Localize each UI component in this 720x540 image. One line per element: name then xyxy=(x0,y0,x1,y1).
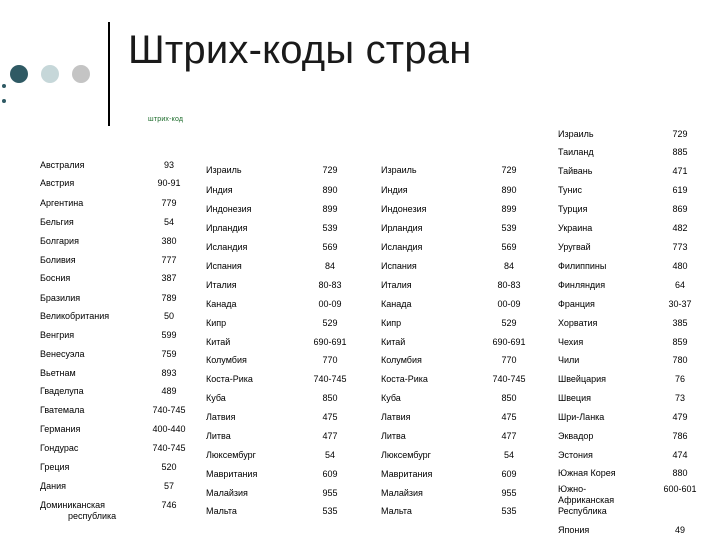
page-title: Штрих-коды стран xyxy=(128,28,472,72)
country-name: Австрия xyxy=(40,178,75,188)
dot-small-icon xyxy=(2,84,6,88)
barcode-prefix: 482 xyxy=(672,223,688,233)
country-name: Болгария xyxy=(40,236,79,246)
country-name: Малайзия xyxy=(381,488,423,498)
barcode-prefix: 850 xyxy=(322,393,338,403)
country-name: Греция xyxy=(40,462,70,472)
dot-light-icon xyxy=(41,65,59,83)
barcode-prefix: 477 xyxy=(322,431,338,441)
barcode-prefix: 474 xyxy=(672,450,688,460)
country-name: Колумбия xyxy=(206,355,247,365)
country-name: Канада xyxy=(381,299,412,309)
barcode-prefix: 740-745 xyxy=(492,374,526,384)
country-name: Дания xyxy=(40,481,66,491)
country-name: Филиппины xyxy=(558,261,607,271)
barcode-prefix: 779 xyxy=(161,198,177,208)
barcode-prefix: 786 xyxy=(672,431,688,441)
country-name: Финляндия xyxy=(558,280,606,290)
barcode-prefix: 475 xyxy=(501,412,517,422)
country-name: Коста-Рика xyxy=(381,374,428,384)
barcode-prefix: 00-09 xyxy=(318,299,342,309)
barcode-prefix: 890 xyxy=(501,185,517,195)
barcode-prefix: 890 xyxy=(322,185,338,195)
barcode-prefix: 746 xyxy=(161,500,177,510)
country-name: Кипр xyxy=(381,318,402,328)
country-name: Тунис xyxy=(558,185,582,195)
barcode-prefix: 759 xyxy=(161,349,177,359)
country-name: Испания xyxy=(381,261,417,271)
country-name: Великобритания xyxy=(40,311,110,321)
barcode-prefix: 30-37 xyxy=(668,299,692,309)
country-name: Таиланд xyxy=(558,147,594,157)
country-name: Шри-Ланка xyxy=(558,412,605,422)
country-name: Гваделупа xyxy=(40,386,84,396)
country-name: Куба xyxy=(206,393,226,403)
country-name: Уругвай xyxy=(558,242,591,252)
country-name: Мавритания xyxy=(381,469,433,479)
barcode-prefix: 80-83 xyxy=(318,280,342,290)
barcode-prefix: 899 xyxy=(322,204,338,214)
barcode-prefix: 770 xyxy=(501,355,517,365)
country-name: Венгрия xyxy=(40,330,75,340)
country-name: Эквадор xyxy=(558,431,594,441)
barcode-prefix: 619 xyxy=(672,185,688,195)
country-name: Индия xyxy=(206,185,233,195)
barcode-prefix: 76 xyxy=(674,374,686,384)
barcode-prefix: 539 xyxy=(501,223,517,233)
barcode-prefix: 569 xyxy=(322,242,338,252)
barcode-prefix: 780 xyxy=(672,355,688,365)
barcode-prefix: 859 xyxy=(672,337,688,347)
barcode-prefix: 600-601 xyxy=(663,484,697,494)
barcode-prefix: 475 xyxy=(322,412,338,422)
country-name: Литва xyxy=(206,431,231,441)
country-name: Гватемала xyxy=(40,405,85,415)
barcode-prefix: 479 xyxy=(672,412,688,422)
barcode-prefix: 850 xyxy=(501,393,517,403)
barcode-prefix: 740-745 xyxy=(152,405,186,415)
barcode-prefix: 599 xyxy=(161,330,177,340)
country-name: Коста-Рика xyxy=(206,374,253,384)
country-name: Хорватия xyxy=(558,318,598,328)
country-name: Мальта xyxy=(206,506,237,516)
barcode-prefix: 73 xyxy=(674,393,686,403)
barcode-prefix: 740-745 xyxy=(152,443,186,453)
country-name: Китай xyxy=(206,337,231,347)
country-name: Швейцария xyxy=(558,374,607,384)
barcode-prefix: 529 xyxy=(322,318,338,328)
country-name: Индонезия xyxy=(381,204,427,214)
country-name: Люксембург xyxy=(206,450,256,460)
barcode-prefix: 899 xyxy=(501,204,517,214)
barcode-prefix: 770 xyxy=(322,355,338,365)
country-name: Украина xyxy=(558,223,593,233)
country-name: Куба xyxy=(381,393,401,403)
barcode-prefix: 539 xyxy=(322,223,338,233)
dot-small-icon xyxy=(2,99,6,103)
barcode-prefix: 729 xyxy=(501,165,517,175)
country-name: Индонезия xyxy=(206,204,252,214)
barcode-prefix: 64 xyxy=(674,280,686,290)
country-name: Люксембург xyxy=(381,450,431,460)
barcode-prefix: 84 xyxy=(324,261,336,271)
barcode-prefix: 729 xyxy=(672,129,688,139)
country-name: Индия xyxy=(381,185,408,195)
country-name: Южно- Африканская Республика xyxy=(558,484,615,516)
barcode-prefix: 740-745 xyxy=(313,374,347,384)
barcode-prefix: 54 xyxy=(503,450,515,460)
barcode-prefix: 00-09 xyxy=(497,299,521,309)
barcode-prefix: 529 xyxy=(501,318,517,328)
country-name: Израиль xyxy=(381,165,417,175)
country-name: Израиль xyxy=(206,165,242,175)
country-name: Малайзия xyxy=(206,488,248,498)
barcode-prefix: 50 xyxy=(163,311,175,321)
barcode-prefix: 690-691 xyxy=(313,337,347,347)
country-name: Эстония xyxy=(558,450,593,460)
barcode-prefix: 80-83 xyxy=(497,280,521,290)
country-name: Франция xyxy=(558,299,595,309)
barcode-prefix: 489 xyxy=(161,386,177,396)
barcode-prefix: 777 xyxy=(161,255,177,265)
country-name: Исландия xyxy=(206,242,248,252)
barcode-prefix: 893 xyxy=(161,368,177,378)
barcode-prefix: 57 xyxy=(163,481,175,491)
country-name: Израиль xyxy=(558,129,594,139)
barcode-prefix: 480 xyxy=(672,261,688,271)
barcode-prefix: 885 xyxy=(672,147,688,157)
country-name: Литва xyxy=(381,431,406,441)
barcode-prefix: 54 xyxy=(163,217,175,227)
barcode-prefix: 955 xyxy=(501,488,517,498)
barcode-prefix: 789 xyxy=(161,293,177,303)
barcode-prefix: 609 xyxy=(501,469,517,479)
barcode-prefix: 49 xyxy=(674,525,686,535)
country-name: Австралия xyxy=(40,160,85,170)
country-name: Бельгия xyxy=(40,217,74,227)
barcode-prefix: 609 xyxy=(322,469,338,479)
country-name: Испания xyxy=(206,261,242,271)
barcode-prefix: 880 xyxy=(672,468,688,478)
barcode-prefix: 84 xyxy=(503,261,515,271)
country-name: Италия xyxy=(206,280,237,290)
barcode-prefix: 729 xyxy=(322,165,338,175)
barcode-prefix: 535 xyxy=(322,506,338,516)
barcode-prefix: 869 xyxy=(672,204,688,214)
barcode-prefix: 385 xyxy=(672,318,688,328)
country-name: Латвия xyxy=(206,412,236,422)
country-name: Исландия xyxy=(381,242,423,252)
country-name: Ирландия xyxy=(381,223,423,233)
column-caption: штрих-код xyxy=(148,116,184,123)
country-name: Тайвань xyxy=(558,166,593,176)
country-name: Чехия xyxy=(558,337,584,347)
country-name: Аргентина xyxy=(40,198,84,208)
country-name: Ирландия xyxy=(206,223,248,233)
barcode-prefix: 54 xyxy=(324,450,336,460)
title-divider xyxy=(108,22,110,126)
country-name: Германия xyxy=(40,424,81,434)
barcode-prefix: 690-691 xyxy=(492,337,526,347)
dot-dark-icon xyxy=(10,65,28,83)
country-name: Китай xyxy=(381,337,406,347)
dot-gray-icon xyxy=(72,65,90,83)
country-name: Мальта xyxy=(381,506,412,516)
country-name: Южная Корея xyxy=(558,468,616,478)
country-name: Швеция xyxy=(558,393,591,403)
country-name: Япония xyxy=(558,525,590,535)
country-name: Гондурас xyxy=(40,443,79,453)
country-name: Босния xyxy=(40,273,71,283)
country-name: Кипр xyxy=(206,318,227,328)
barcode-prefix: 477 xyxy=(501,431,517,441)
country-name: Вьетнам xyxy=(40,368,76,378)
country-name: Доминиканская республика xyxy=(40,500,117,521)
barcode-prefix: 93 xyxy=(163,160,175,170)
barcode-prefix: 955 xyxy=(322,488,338,498)
barcode-prefix: 387 xyxy=(161,273,177,283)
barcode-prefix: 569 xyxy=(501,242,517,252)
country-name: Чили xyxy=(558,355,580,365)
country-name: Колумбия xyxy=(381,355,422,365)
country-name: Венесуэла xyxy=(40,349,85,359)
country-name: Турция xyxy=(558,204,588,214)
barcode-prefix: 380 xyxy=(161,236,177,246)
country-name: Бразилия xyxy=(40,293,81,303)
country-name: Канада xyxy=(206,299,237,309)
country-name: Латвия xyxy=(381,412,411,422)
country-name: Мавритания xyxy=(206,469,258,479)
barcode-prefix: 535 xyxy=(501,506,517,516)
country-name: Боливия xyxy=(40,255,76,265)
barcode-prefix: 471 xyxy=(672,166,688,176)
barcode-prefix: 400-440 xyxy=(152,424,186,434)
barcode-prefix: 520 xyxy=(161,462,177,472)
barcode-prefix: 90-91 xyxy=(157,178,181,188)
barcode-prefix: 773 xyxy=(672,242,688,252)
country-name: Италия xyxy=(381,280,412,290)
